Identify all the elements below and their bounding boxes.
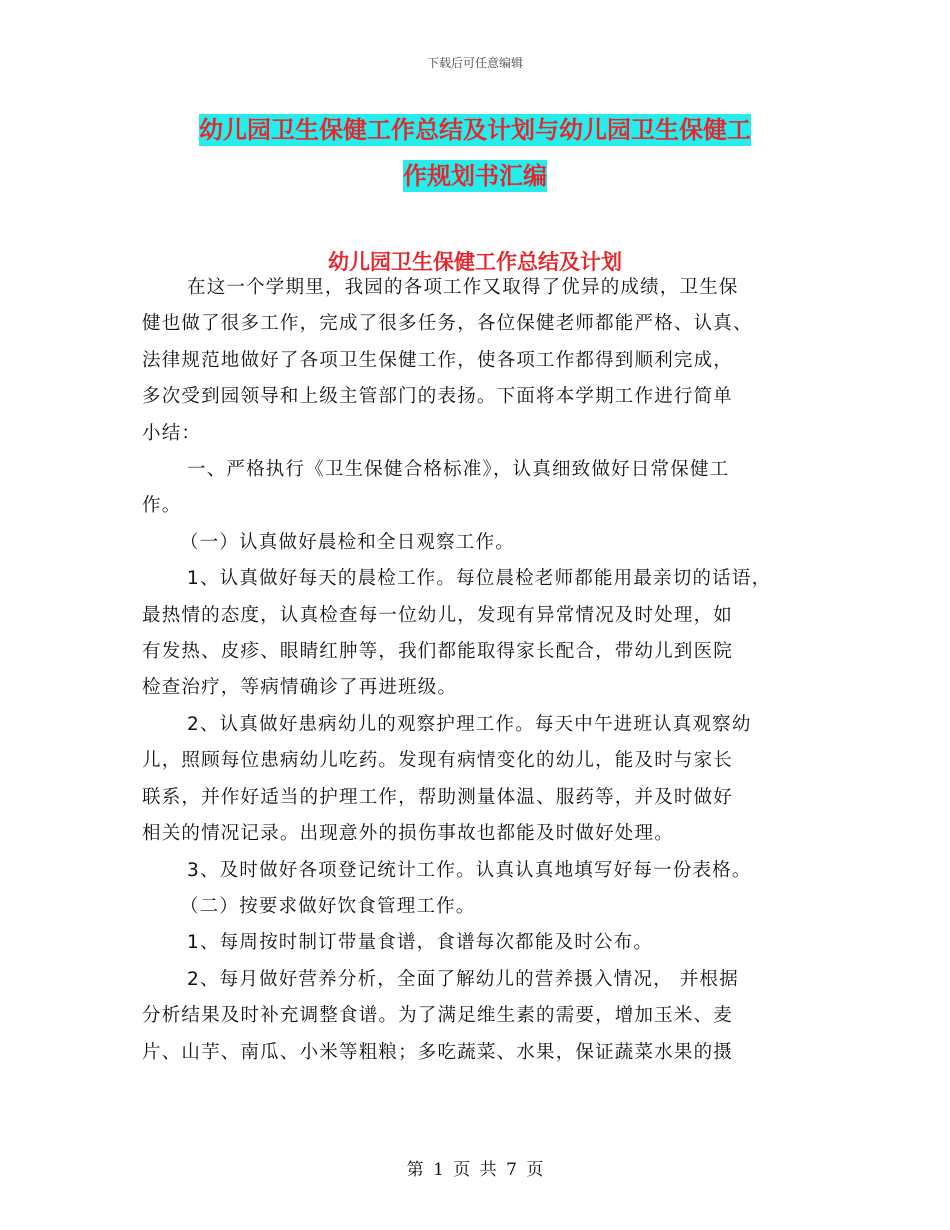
- document-title: [0, 110, 950, 196]
- body-line: 最热情的态度，认真检查每一位幼儿，发现有异常情况及时处理，如: [142, 604, 734, 626]
- body-line: 有发热、皮疹、眼睛红肿等，我们都能取得家长配合，带幼儿到医院: [142, 641, 734, 663]
- body-line: 一、严格执行《卫生保健合格标准》，认真细致做好日常保健工: [187, 459, 730, 481]
- document-title-line-1: 幼儿园卫生保健工作总结及计划与幼儿园卫生保健工: [199, 116, 751, 144]
- body-line: （一）认真做好晨检和全日观察工作。: [180, 531, 515, 553]
- page-number: 第 1 页 共 7 页: [406, 1160, 544, 1180]
- page-header-note: 下载后可任意编辑: [426, 56, 523, 70]
- body-line: 儿，照顾每位患病幼儿吃药。发现有病情变化的幼儿，能及时与家长: [142, 750, 734, 772]
- body-line: 健也做了很多工作，完成了很多任务，各位保健老师都能严格、认真、: [142, 313, 753, 335]
- body-line: 2、每月做好营养分析，全面了解幼儿的营养摄入情况， 并根据: [187, 968, 739, 990]
- body-line: 多次受到园领导和上级主管部门的表扬。下面将本学期工作进行简单: [142, 386, 734, 408]
- body-line: 作。: [142, 495, 182, 517]
- document-body: [142, 270, 818, 1071]
- body-line: 3、及时做好各项登记统计工作。认真认真地填写好每一份表格。: [187, 859, 752, 881]
- body-line: 1、认真做好每天的晨检工作。每位晨检老师都能用最亲切的话语，: [187, 568, 772, 590]
- body-line: 2、认真做好患病幼儿的观察护理工作。每天中午进班认真观察幼: [187, 713, 752, 735]
- body-line: 联系，并作好适当的护理工作，帮助测量体温、服药等，并及时做好: [142, 786, 734, 808]
- body-line: （二）按要求做好饮食管理工作。: [180, 895, 476, 917]
- document-title-line-2: 作规划书汇编: [403, 162, 547, 190]
- body-line: 法律规范地做好了各项卫生保健工作，使各项工作都得到顺利完成，: [142, 349, 734, 371]
- body-line: 片、山芋、南瓜、小米等粗粮；多吃蔬菜、水果，保证蔬菜水果的摄: [142, 1041, 734, 1063]
- body-line: 相关的情况记录。出现意外的损伤事故也都能及时做好处理。: [142, 823, 674, 845]
- section-title: 幼儿园卫生保健工作总结及计划: [328, 250, 622, 274]
- body-line: 小结：: [142, 422, 202, 444]
- body-line: 分析结果及时补充调整食谱。为了满足维生素的需要，增加玉米、麦: [142, 1005, 734, 1027]
- body-line: 1、每周按时制订带量食谱，食谱每次都能及时公布。: [187, 932, 654, 954]
- body-line: 检查治疗，等病情确诊了再进班级。: [142, 677, 458, 699]
- body-line: 在这一个学期里，我园的各项工作又取得了优异的成绩，卫生保: [187, 277, 739, 298]
